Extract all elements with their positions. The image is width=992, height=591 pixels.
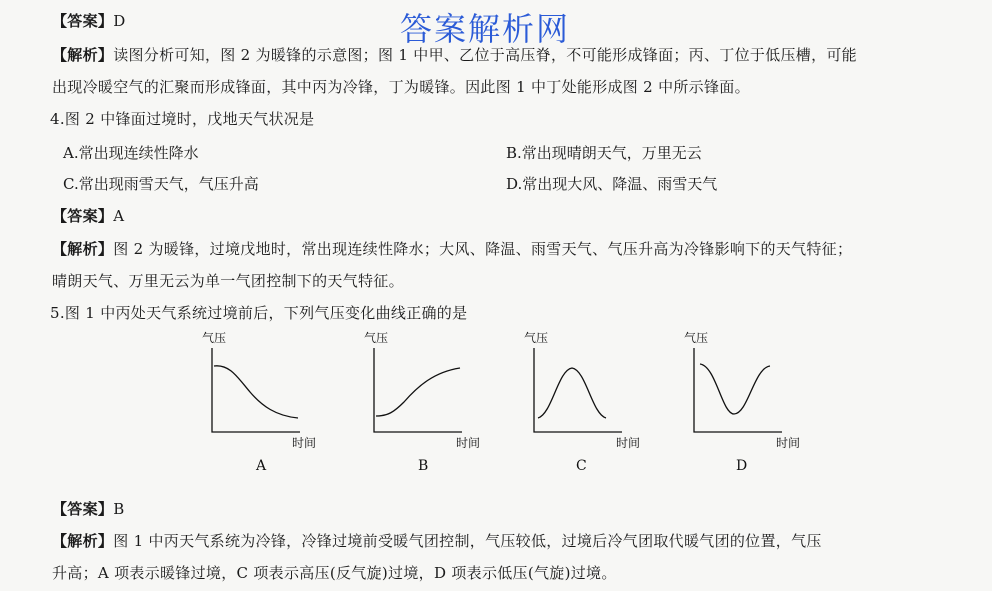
answer-value: D (113, 12, 126, 30)
q4-option-b: B.常出现晴朗天气，万里无云 (506, 144, 702, 162)
answer-value: B (113, 500, 125, 518)
analysis-text: 读图分析可知，图 2 为暖锋的示意图；图 1 中甲、乙位于高压脊，不可能形成锋面；丙、丁位于低压槽，可能 (113, 46, 857, 64)
graph-c-xlabel: 时间 (616, 436, 641, 450)
graph-d-ylabel: 气压 (684, 331, 709, 345)
q3-analysis-line-2: 出现冷暖空气的汇聚而形成锋面，其中丙为冷锋，丁为暖锋。因此图 1 中丁处能形成图 2 中所示锋面。 (52, 78, 750, 96)
graph-b (362, 330, 492, 480)
analysis-tag: 【解析】 (52, 46, 114, 64)
graph-d-letter: D (736, 458, 748, 474)
q4-stem: 4.图 2 中锋面过境时，戊地天气状况是 (50, 110, 315, 128)
answer-value: A (113, 207, 125, 225)
graph-c-ylabel: 气压 (524, 331, 549, 345)
q4-option-d: D.常出现大风、降温、雨雪天气 (506, 175, 718, 193)
q5-analysis-line-2: 升高；A 项表示暖锋过境，C 项表示高压(反气旋)过境，D 项表示低压(气旋)过境。 (52, 564, 617, 582)
answer-tag: 【答案】 (52, 207, 114, 225)
graph-a (200, 330, 330, 480)
graph-b-letter: B (418, 458, 429, 474)
q3-analysis-line-1 (52, 44, 857, 65)
graph-a-axes (212, 348, 300, 432)
q4-option-a: A.常出现连续性降水 (63, 144, 199, 162)
q3-answer-line (52, 10, 126, 31)
q4-answer-line (52, 205, 124, 226)
graph-c-letter: C (576, 458, 587, 474)
q5-analysis-line-1 (52, 530, 822, 551)
graph-a-letter: A (256, 458, 267, 474)
graph-b-curve (376, 368, 460, 416)
graph-a-curve (214, 366, 298, 418)
analysis-tag: 【解析】 (52, 240, 114, 258)
answer-tag: 【答案】 (52, 12, 114, 30)
graph-b-xlabel: 时间 (456, 436, 481, 450)
graph-a-xlabel: 时间 (292, 436, 317, 450)
watermark: 答案解析网 (400, 10, 571, 48)
graph-d-xlabel: 时间 (776, 436, 801, 450)
analysis-tag: 【解析】 (52, 532, 114, 550)
q5-answer-line (52, 498, 125, 519)
graph-b-axes (374, 348, 462, 432)
q4-analysis-line-1 (52, 238, 852, 259)
graph-c-axes (534, 348, 622, 432)
graph-d-axes (694, 348, 782, 432)
q4-analysis-line-2: 晴朗天气、万里无云为单一气团控制下的天气特征。 (52, 272, 404, 290)
graph-c-curve (538, 368, 606, 418)
analysis-text: 图 1 中丙天气系统为冷锋，冷锋过境前受暖气团控制，气压较低，过境后冷气团取代暖气团的位置，气压 (113, 532, 822, 550)
graph-d-curve (700, 364, 770, 414)
answer-tag: 【答案】 (52, 500, 114, 518)
analysis-text: 图 2 为暖锋，过境戊地时，常出现连续性降水；大风、降温、雨雪天气、气压升高为冷锋影响下的天气特征； (113, 240, 853, 258)
q4-option-c: C.常出现雨雪天气，气压升高 (63, 175, 259, 193)
graph-b-ylabel: 气压 (364, 331, 389, 345)
q5-stem: 5.图 1 中丙处天气系统过境前后，下列气压变化曲线正确的是 (50, 304, 468, 322)
graph-d (682, 330, 812, 480)
graph-c (522, 330, 652, 480)
graph-a-ylabel: 气压 (202, 331, 227, 345)
